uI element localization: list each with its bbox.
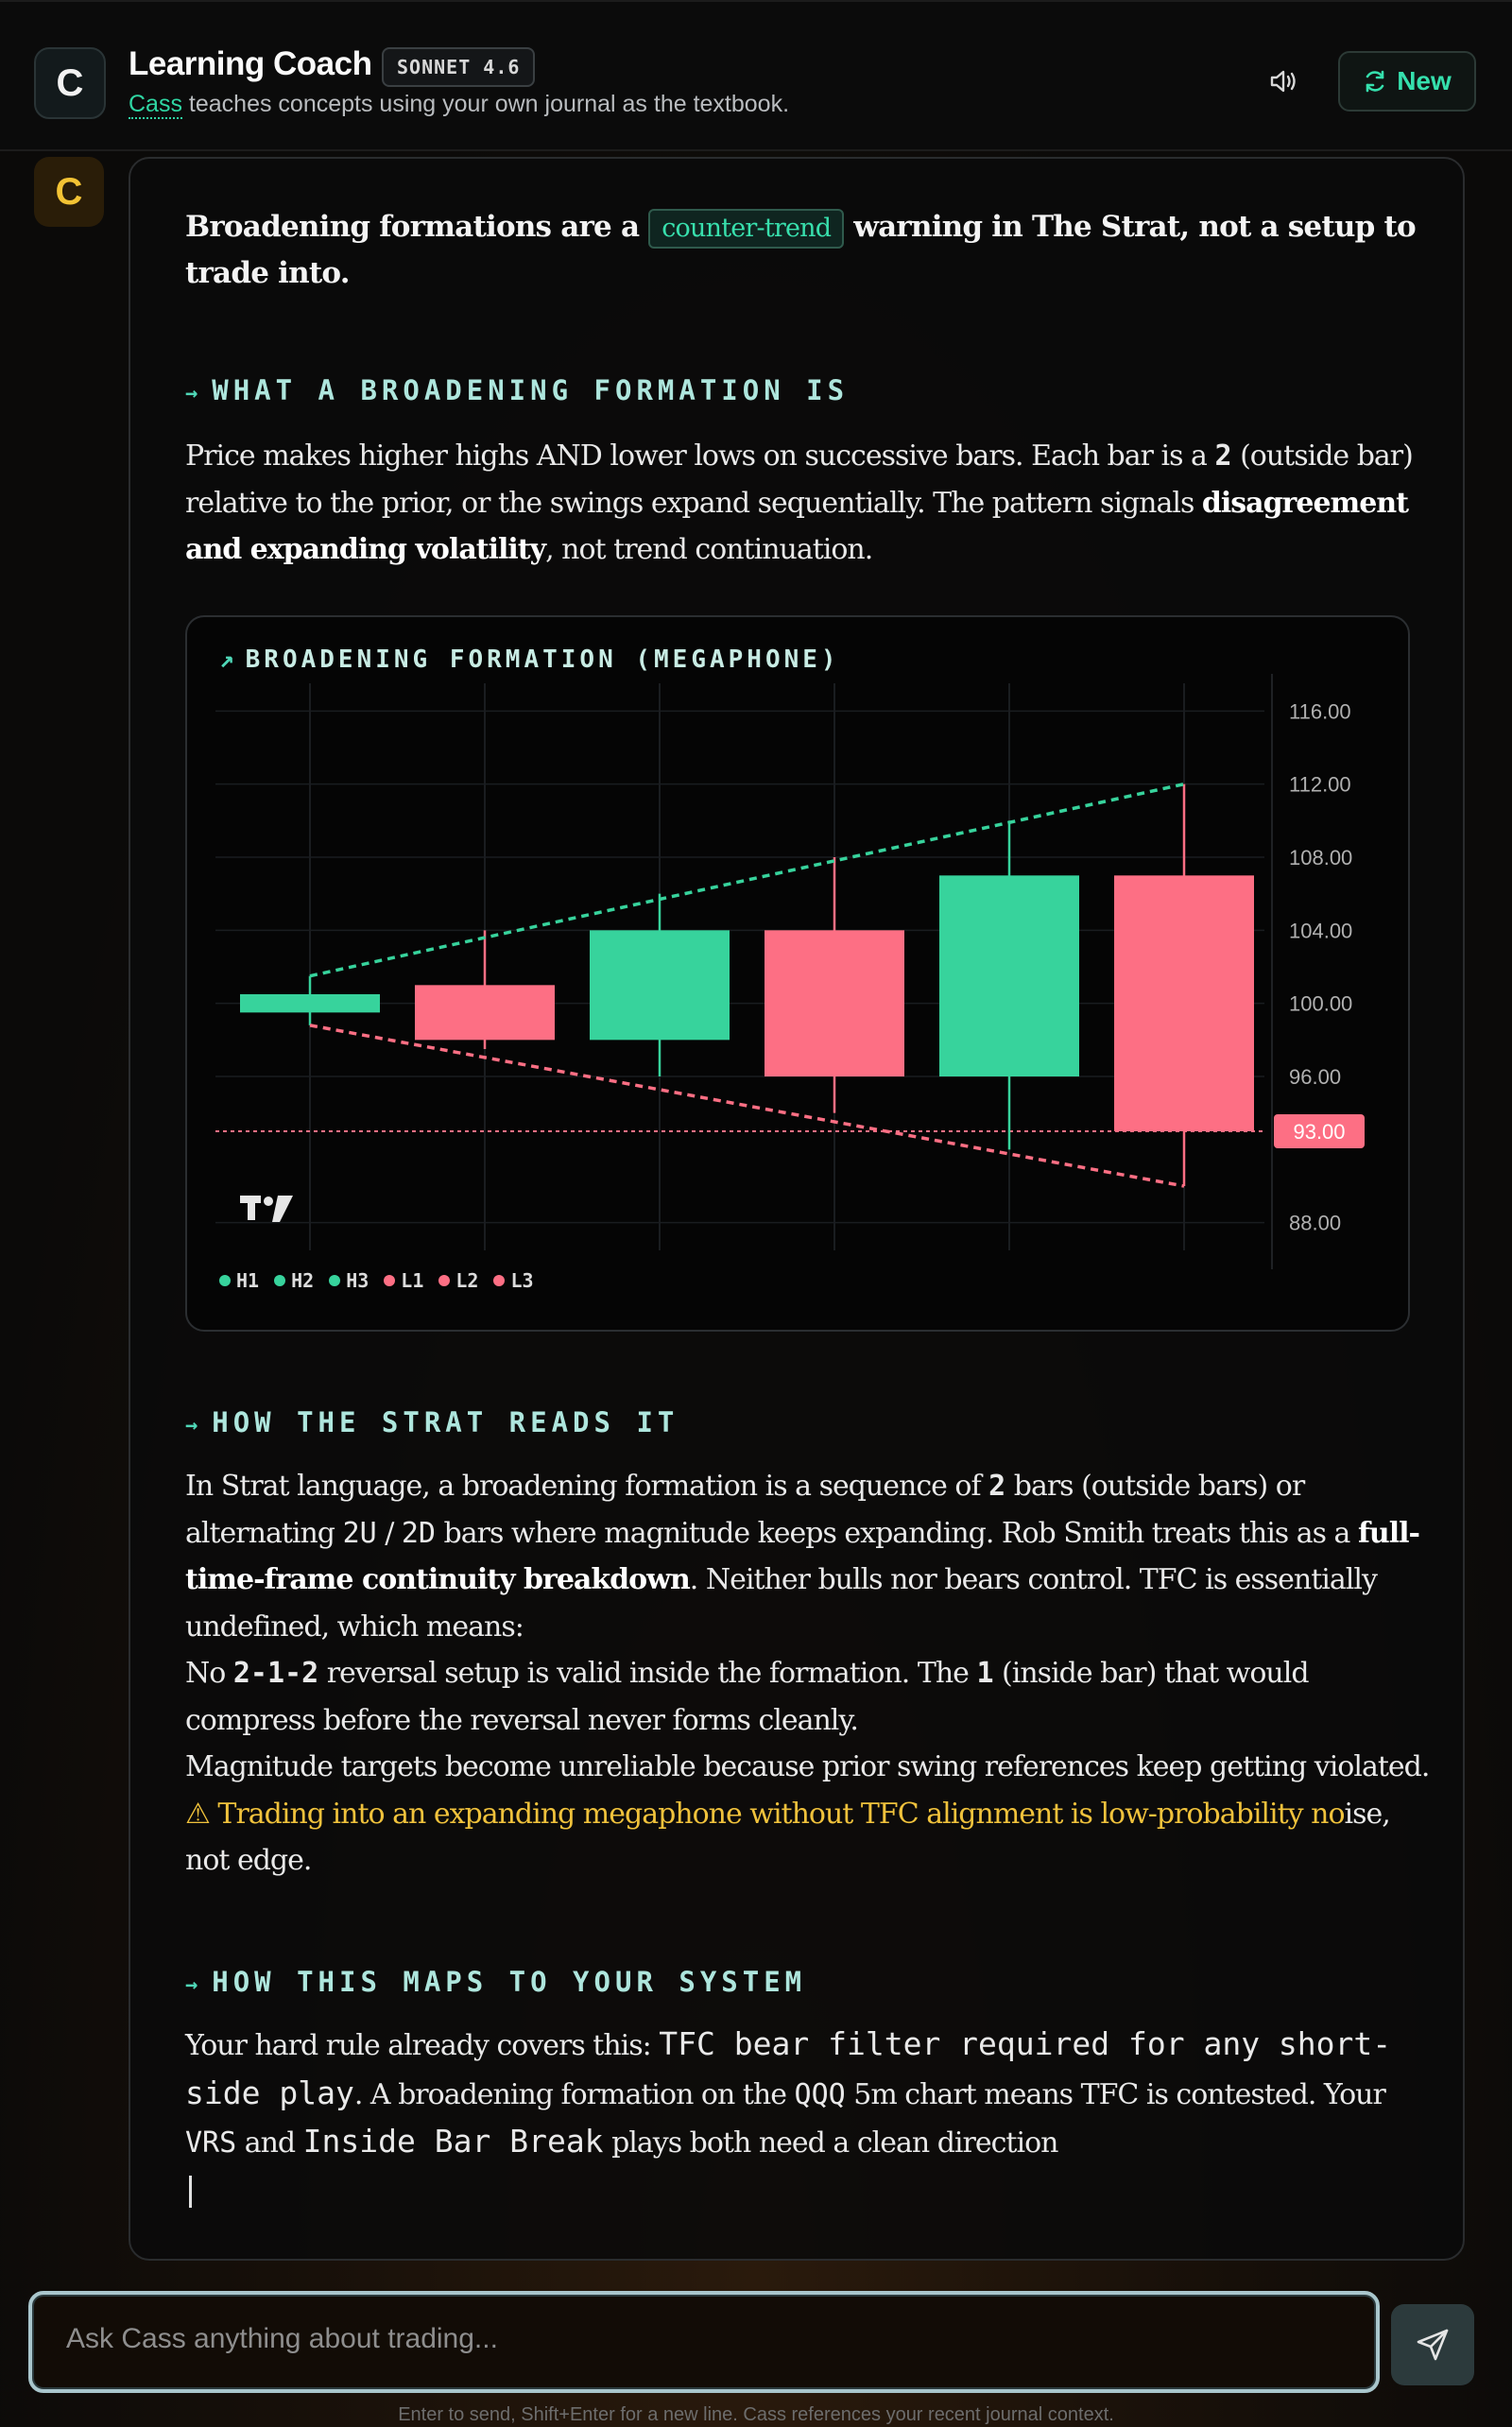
subtitle-text: teaches concepts using your own journal as the textbook. (181, 91, 790, 117)
section-paragraph-strat: In Strat language, a broadening formation is a sequence of 2 bars (outside bars) or alternating 2U / 2D bars where magnitude keeps expanding. Rob Smith treats this as a full-time-frame continuity breakdown. Neither bulls nor bears control. TFC is essentially undefined, which means: No 2-1-2 reversal setup is valid inside the formation. The 1 (inside bar) that would compress before the reversal never forms cleanly. Magnitude targets become unreliable because prior swing references keep getting violated. ⚠ Trading into an expanding megaphone without TFC alignment is low-probability noise, not edge. (185, 1470, 1430, 1877)
legend-label: L3 (510, 1269, 534, 1292)
section-heading-system (185, 1966, 806, 1998)
legend-item (329, 1269, 369, 1292)
section-heading-what (185, 374, 849, 406)
legend-label: L2 (455, 1269, 479, 1292)
legend-item (274, 1269, 314, 1292)
legend-item (384, 1269, 423, 1292)
y-tick-label: 108.00 (1289, 846, 1353, 869)
legend-item (493, 1269, 533, 1292)
coach-avatar: C (34, 47, 106, 119)
assistant-avatar: C (34, 157, 104, 227)
legend-label: L1 (401, 1269, 424, 1292)
header (0, 0, 1512, 151)
chat-input-container (28, 2291, 1380, 2393)
y-tick-label: 88.00 (1289, 1211, 1342, 1235)
section-heading-text: WHAT A BROADENING FORMATION IS (212, 374, 850, 406)
intro-text-tail: warning in The Strat, not a setup to trade into. (185, 210, 1416, 290)
legend-dot (493, 1275, 505, 1286)
arrow-right-icon: → (185, 382, 203, 405)
legend-label: H3 (346, 1269, 369, 1292)
new-chat-button[interactable] (1338, 51, 1476, 112)
y-tick-label: 112.00 (1289, 772, 1351, 797)
send-button[interactable] (1391, 2304, 1474, 2385)
send-icon (1414, 2326, 1452, 2364)
speaker-icon[interactable] (1266, 64, 1300, 98)
legend-label: H1 (236, 1269, 260, 1292)
y-tick-label: 104.00 (1289, 919, 1353, 943)
candle-body-down (765, 930, 904, 1076)
legend-dot (329, 1275, 340, 1286)
tradingview-logo (240, 1196, 293, 1222)
trend-arrow-icon: ↗ (219, 645, 238, 674)
y-tick-label: 116.00 (1289, 699, 1351, 724)
page-title: Learning Coach (129, 45, 372, 82)
arrow-right-icon: → (185, 1973, 203, 1997)
candle-body-up (240, 994, 380, 1012)
message-intro (185, 204, 1423, 297)
chart-legend (219, 1269, 534, 1292)
chart-title: ↗ BROADENING FORMATION (MEGAPHONE) (219, 645, 840, 674)
arrow-right-icon: → (185, 1414, 203, 1437)
refresh-icon (1363, 69, 1387, 94)
candlestick-chart (187, 617, 1412, 1334)
legend-dot (274, 1275, 285, 1286)
candle-body-down (1114, 875, 1254, 1131)
section-heading-text: HOW THIS MAPS TO YOUR SYSTEM (212, 1966, 807, 1998)
intro-text: Broadening formations are a (185, 210, 649, 244)
legend-item (438, 1269, 478, 1292)
candle-body-up (590, 930, 730, 1040)
candle-body-up (939, 875, 1079, 1076)
subtitle (129, 91, 789, 118)
legend-dot (384, 1275, 395, 1286)
y-tick-label: 100.00 (1289, 991, 1353, 1016)
section-paragraph-what: Price makes higher highs AND lower lows on successive bars. Each bar is a 2 (outside bar) relative to the prior, or the swings expand sequentially. The pattern signals disagreement and expanding volatility, not trend continuation. (185, 439, 1413, 566)
legend-item (219, 1269, 259, 1292)
section-heading-strat (185, 1406, 679, 1438)
section-heading-text: HOW THE STRAT READS IT (212, 1406, 679, 1438)
chat-input[interactable] (66, 2323, 1332, 2355)
legend-dot (438, 1275, 450, 1286)
section-paragraph-system: Your hard rule already covers this: TFC bear filter required for any short-side play. A broadening formation on the QQQ 5m chart means TFC is contested. Your VRS and Inside Bar Break plays both need a clean direction (185, 2021, 1433, 2213)
assistant-message (129, 157, 1465, 2261)
price-label: 93.00 (1293, 1120, 1346, 1144)
broadening-chart (185, 615, 1410, 1332)
new-button-label: New (1397, 66, 1452, 95)
legend-label: H2 (291, 1269, 315, 1292)
cass-link[interactable]: Cass (129, 91, 182, 117)
candle-body-down (415, 985, 555, 1040)
input-hint: Enter to send, Shift+Enter for a new line. Cass references your recent journal context. (398, 2404, 1114, 2425)
legend-dot (219, 1275, 231, 1286)
model-badge: SONNET 4.6 (382, 47, 535, 87)
y-tick-label: 96.00 (1289, 1065, 1342, 1089)
warning-text: ⚠ Trading into an expanding megaphone without TFC alignment is low-probability no (185, 1797, 1345, 1831)
counter-trend-tag: counter-trend (648, 209, 844, 249)
streaming-cursor (189, 2176, 192, 2208)
